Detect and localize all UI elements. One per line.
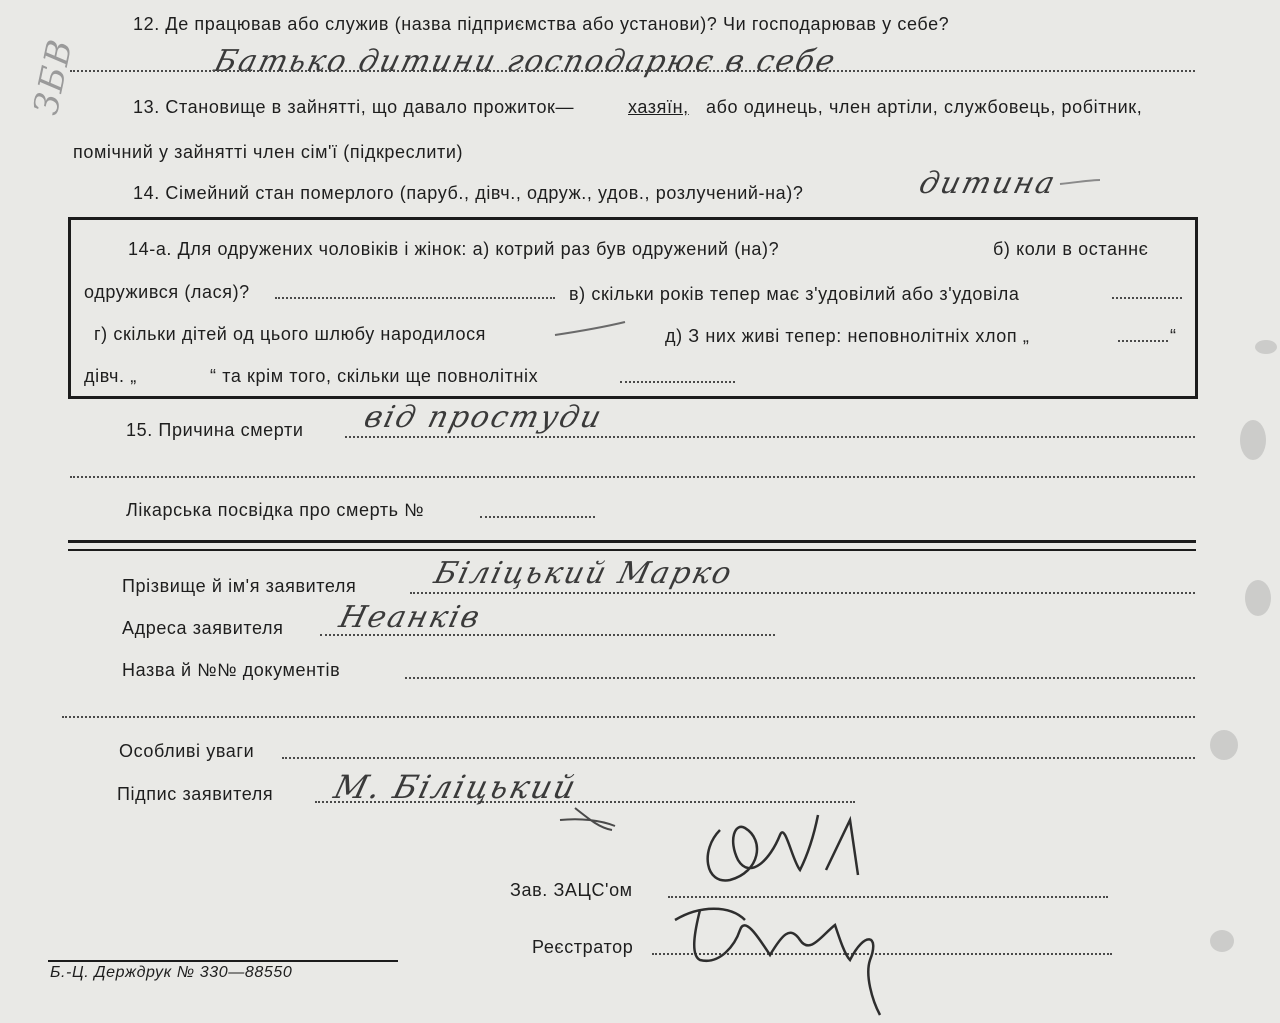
q14-answer: дитина (915, 166, 1061, 201)
q13-label-line2: помічний у зайнятті член сім'ї (підкреслити) (73, 142, 464, 162)
head-zags-signature (708, 815, 858, 880)
q12-label: 12. Де працював або служив (назва підприємства або установи)? Чи господарював у себе? (133, 14, 950, 34)
margin-note: ЗБВ (26, 34, 82, 119)
q14-extension-stroke (1060, 180, 1100, 184)
applicant-signature-answer: М. Біліцький (330, 768, 582, 806)
q14a-line3-part2: д) З них живі тепер: неповнолітніх хлоп „ (665, 326, 1030, 346)
q15-answer: від простуди (360, 400, 607, 435)
q14a-line1-part1: 14-а. Для одружених чоловіків і жінок: а) котрий раз був одружений (на)? (128, 239, 780, 259)
q14a-line3-part3: “ (1170, 326, 1177, 346)
q14a-line4-part1: дівч. „ (84, 366, 137, 386)
documents-label: Назва й №№ документів (122, 660, 341, 680)
q14a-line4-part2: “ та крім того, скільки ще повнолітніх (210, 366, 539, 386)
applicant-signature-tail (560, 808, 615, 830)
registrar-label: Реєстратор (532, 937, 634, 957)
remarks-label: Особливі уваги (119, 741, 255, 761)
q14a-line2-part1: одружився (лася)? (84, 282, 250, 302)
q14a-line1-part2: б) коли в останнє (993, 239, 1149, 259)
q14a-line3-part1: г) скільки дітей од цього шлюбу народилося (94, 324, 487, 344)
q12-answer: Батько дитини господарює в себе (210, 44, 841, 79)
applicant-name-label: Прізвище й ім'я заявителя (122, 576, 357, 596)
head-zags-label: Зав. ЗАЦС'ом (510, 880, 633, 900)
q13-label-after: або одинець, член артіли, службовець, робітник, (706, 97, 1143, 117)
registrar-signature (675, 909, 880, 1015)
printer-imprint: Б.-Ц. Держдрук № 330—88550 (50, 964, 293, 981)
q13-underlined-option: хазяїн, (628, 97, 689, 117)
q15-label: 15. Причина смерти (126, 420, 304, 440)
applicant-address-label: Адреса заявителя (122, 618, 284, 638)
q13-label-before: 13. Становище в зайнятті, що давало прожиток— (133, 97, 575, 117)
q14-label: 14. Сімейний стан померлого (паруб., дівч., одруж., удов., розлучений-на)? (133, 183, 804, 203)
applicant-signature-label: Підпис заявителя (117, 784, 274, 804)
medical-certificate-label: Лікарська посвідка про смерть № (126, 500, 425, 520)
applicant-address-answer: Неанків (335, 600, 485, 635)
applicant-name-answer: Біліцький Марко (430, 556, 737, 591)
q14a-line3-dash-stroke (555, 322, 625, 335)
q14a-line2-part2: в) скільки років тепер має з'удовілий або з'удовіла (569, 284, 1020, 304)
